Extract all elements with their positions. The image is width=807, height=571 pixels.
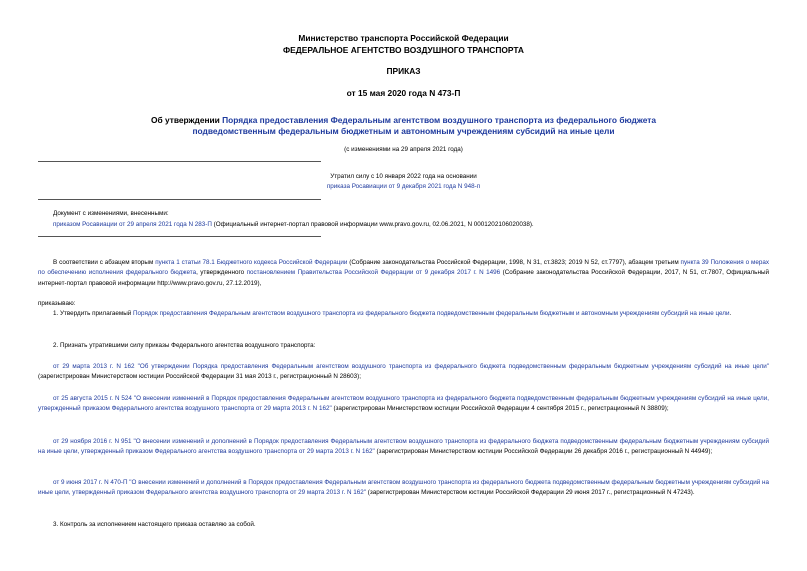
expired-link-line: [0, 182, 807, 192]
item-1-text: 1. Утвердить прилагаемый: [53, 310, 134, 317]
repealed-order-registration: (зарегистрирован Министерством юстиции Российской Федерации 29 июня 2017 г., регистрационный N 47243).: [365, 489, 695, 497]
title-prefix: Об утверждении: [150, 115, 223, 125]
item-2: 2. Признать утратившими силу приказы Федерального агентства воздушного транспорта:: [53, 342, 316, 349]
regulation-link[interactable]: пункта 39 Положения о мерах по обеспечению исполнения федерального бюджета: [38, 259, 769, 277]
repealed-order-registration: (зарегистрирован Министерством юстиции Российской Федерации 4 сентября 2015 г., регистрационный N 38809);: [331, 405, 669, 413]
doc-date: от 15 мая 2020 года N 473-П: [346, 88, 461, 98]
repealed-order-registration: (зарегистрирован Министерством юстиции Российской Федерации 26 декабря 2016 г., регистрационный N 44949);: [374, 448, 713, 456]
amendments-note: (с изменениями на 29 апреля 2021 года): [344, 146, 463, 153]
divider: [38, 161, 321, 162]
repealed-order-link[interactable]: от 29 ноября 2016 г. N 951 "О внесении изменений и дополнений в Порядок предоставления Федеральным агентством воздушного транспорта из федерального бюджета подведомственным федеральным бюджетным учреждениям субсидий на иные цели, утвержденный приказом Федерального агентства воздушного транспорта от 29 марта 2013 г. N 162": [38, 438, 769, 456]
divider: [38, 199, 321, 200]
document-title: [120, 115, 687, 137]
item-3: 3. Контроль за исполнением настоящего приказа оставляю за собой.: [53, 521, 256, 528]
ministry-heading: Министерство транспорта Российской Федерации: [298, 33, 509, 43]
doc-type: ПРИКАЗ: [386, 66, 421, 76]
title-order-link[interactable]: Порядка предоставления Федеральным агентством воздушного транспорта из федерального бюджета подведомственным федеральным бюджетным и автономным учреждениям субсидий на иные цели: [192, 115, 657, 136]
repealed-order-1: [38, 362, 769, 383]
preamble-text: (Собрание законодательства Российской Федерации, 1998, N 31, ст.3823; 2019 N 52, ст.7797), абзацем третьим: [347, 259, 681, 266]
changes-source-text: (Официальный интернет-портал правовой информации www.pravo.gov.ru, 02.06.2021, N 0001202106020038).: [211, 221, 534, 228]
changes-label: Документ с изменениями, внесенными:: [53, 210, 169, 217]
preamble-text: (Собрание законодательства Российской Федерации, 2017, N 51, ст.7807, Официальный интернет-портал правовой информации http://www.pravo.gov.ru, 27.12.2019),: [38, 269, 769, 287]
preamble-paragraph: [38, 258, 769, 289]
repealed-order-2: [38, 394, 769, 415]
changes-order-link[interactable]: приказом Росавиации от 29 апреля 2021 года N 283-П: [53, 221, 212, 228]
repealed-order-link[interactable]: от 9 июня 2017 г. N 470-П "О внесении изменений и дополнений в Порядок предоставления Федеральным агентством воздушного транспорта из федерального бюджета подведомственным федеральным бюджетным учреждениям субсидий на иные цели, утвержденный приказом Федерального агентства воздушного транспорта от 29 марта 2013 г. N 162": [38, 479, 769, 497]
item-1: [38, 309, 769, 319]
budget-code-link[interactable]: пункта 1 статьи 78.1 Бюджетного кодекса Российской Федерации: [155, 259, 348, 266]
divider: [38, 236, 321, 237]
repealed-order-4: [38, 478, 769, 499]
preamble-text: В соответствии с абзацем вторым: [53, 259, 156, 266]
repealed-order-3: [38, 437, 769, 458]
repealed-order-link[interactable]: от 25 августа 2015 г. N 524 "О внесении изменений в Порядок предоставления Федеральным агентством воздушного транспорта из федерального бюджета подведомственным федеральным бюджетным учреждениям субсидий на иные цели, утвержденный приказом Федерального агентства воздушного транспорта от 29 марта 2013 г. N 162": [38, 395, 769, 413]
preamble-text: , утвержденного: [196, 269, 247, 277]
item-1-end: .: [729, 310, 732, 317]
agency-heading: ФЕДЕРАЛЬНОЕ АГЕНТСТВО ВОЗДУШНОГО ТРАНСПОРТА: [283, 45, 524, 55]
changes-source: [53, 220, 773, 230]
expired-order-link[interactable]: приказа Росавиации от 9 декабря 2021 года N 948-п: [326, 183, 481, 190]
procedure-link[interactable]: Порядок предоставления Федеральным агентством воздушного транспорта из федерального бюджета подведомственным федеральным бюджетным и автономным учреждениям субсидий на иные цели: [133, 310, 730, 317]
repealed-order-registration: (зарегистрирован Министерством юстиции Российской Федерации 31 мая 2013 г., регистрационный N 28603);: [38, 373, 362, 381]
expired-note: Утратил силу с 10 января 2022 года на основании: [330, 173, 477, 180]
government-decree-link[interactable]: постановлением Правительства Российской Федерации от 9 декабря 2017 г. N 1496: [246, 269, 501, 277]
repealed-order-link[interactable]: от 29 марта 2013 г. N 162 "Об утверждении Порядка предоставления Федеральным агентством воздушного транспорта из федерального бюджета подведомственным федеральным бюджетным учреждениям субсидий на иные цели": [53, 363, 769, 370]
orders-word: приказываю:: [38, 300, 76, 307]
